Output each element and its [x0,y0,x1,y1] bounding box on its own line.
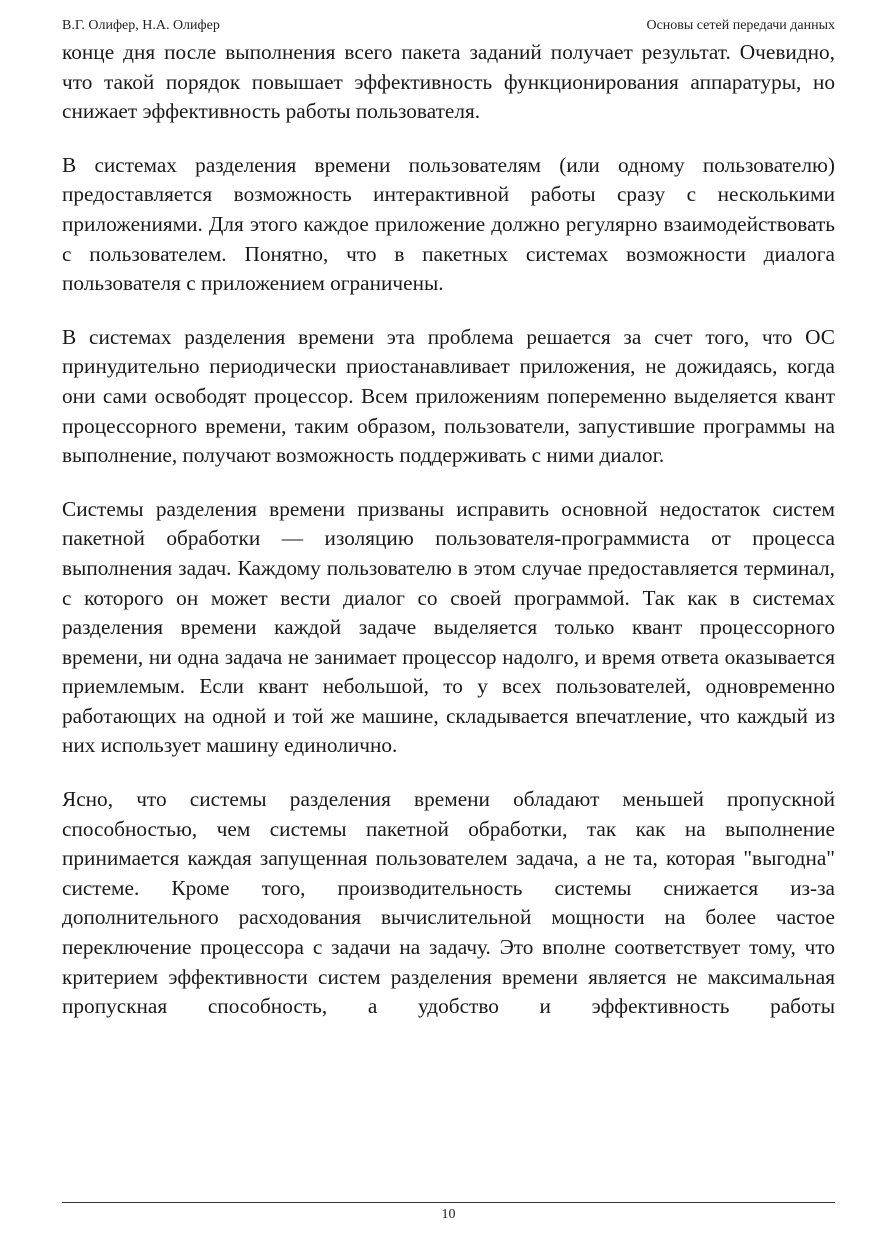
paragraph-4: Системы разделения времени призваны исправить основной недостаток систем пакетной обработки — изоляцию пользователя-программиста от процесса выполнения задач. Каждому пользователю в этом случае предоставляется терминал, с которого он может вести диалог со своей программой. Так как в системах разделения времени каждой задаче выделяется только квант процессорного времени, ни одна задача не занимает процессор надолго, и время ответа оказывается приемлемым. Если квант небольшой, то у всех пользователей, одновременно работающих на одной и той же машине, складывается впечатление, что каждый из них использует машину единолично. [62,496,835,758]
header-book-title: Основы сетей передачи данных [646,18,835,33]
paragraph-2: В системах разделения времени пользователям (или одному пользователю) предоставляется возможность интерактивной работы сразу с несколькими приложениями. Для этого каждое приложение должно регулярно взаимодействовать с пользователем. Понятно, что в пакетных системах возможности диалога пользователя с приложением ограничены. [62,152,835,296]
paragraph-1: конце дня после выполнения всего пакета заданий получает результат. Очевидно, что такой порядок повышает эффективность функционирования аппаратуры, но снижает эффективность работы пользователя. [62,40,835,124]
body-text [62,38,835,1046]
paragraph-3: В системах разделения времени эта проблема решается за счет того, что ОС принудительно периодически приостанавливает приложения, не дожидаясь, когда они сами освободят процессор. Всем приложениям попеременно выделяется квант процессорного времени, таким образом, пользователи, запустившие программы на выполнение, получают возможность поддерживать с ними диалог. [62,324,835,468]
header-authors: В.Г. Олифер, Н.А. Олифер [62,18,220,33]
paragraph-5: Ясно, что системы разделения времени обладают меньшей пропускной способностью, чем системы пакетной обработки, так как на выполнение принимается каждая запущенная пользователем задача, а не та, которая "выгодна" системе. Кроме того, производительность системы снижается из-за дополнительного расходования вычислительной мощности на более частое переключение процессора с задачи на задачу. Это вполне соответствует тому, что критерием эффективности систем разделения времени является не максимальная пропускная способность, а удобство и эффективность работы [62,787,835,1019]
footer-rule [62,1202,835,1203]
page-header [62,16,835,36]
page-number: 10 [441,1207,456,1222]
